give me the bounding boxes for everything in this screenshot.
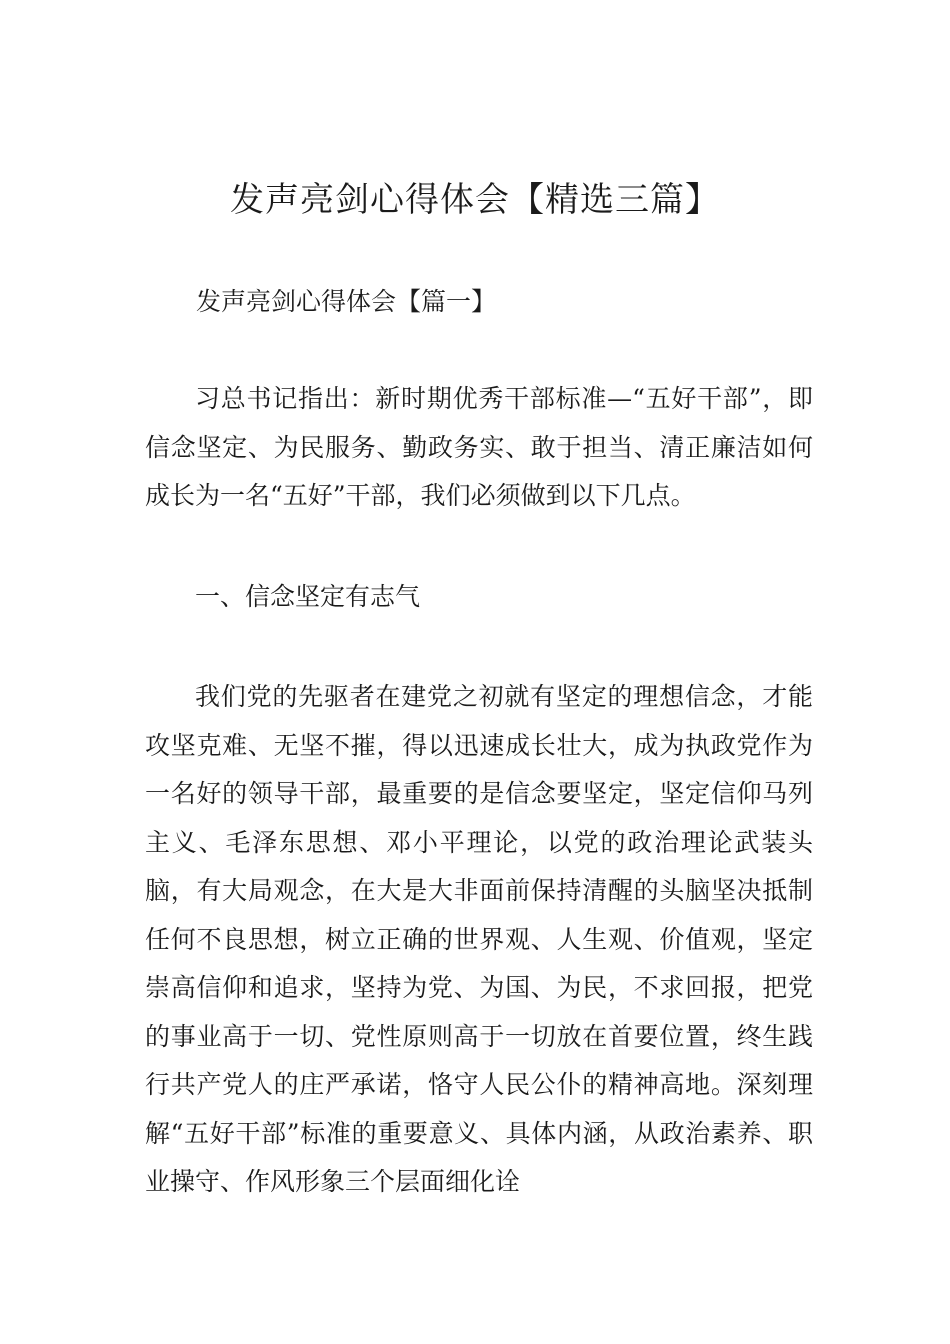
document-title: 发声亮剑心得体会【精选三篇】 (230, 180, 720, 220)
paragraph-intro: 习总书记指出：新时期优秀干部标准—“五好干部”，即信念坚定、为民服务、勤政务实、敢于担当、清正廉洁如何成长为一名“五好”干部，我们必须做到以下几点。 (145, 384, 813, 510)
paragraph-point-heading: 一、信念坚定有志气 (195, 582, 421, 611)
section-heading: 发声亮剑心得体会【篇一】 (196, 287, 497, 316)
paragraph-body: 我们党的先驱者在建党之初就有坚定的理想信念，才能攻坚克难、无坚不摧，得以迅速成长壮大，成为执政党作为一名好的领导干部，最重要的是信念要坚定，坚定信仰马列主义、毛泽东思想、邓小平理论，以党的政治理论武装头脑，有大局观念，在大是大非面前保持清醒的头脑坚决抵制任何不良思想，树立正确的世界观、人生观、价值观，坚定崇高信仰和追求，坚持为党、为国、为民，不求回报，把党的事业高于一切、党性原则高于一切放在首要位置，终生践行共产党人的庄严承诺，恪守人民公仆的精神高地。深刻理解“五好干部”标准的重要意义、具体内涵，从政治素养、职业操守、作风形象三个层面细化诠 (145, 682, 813, 1196)
